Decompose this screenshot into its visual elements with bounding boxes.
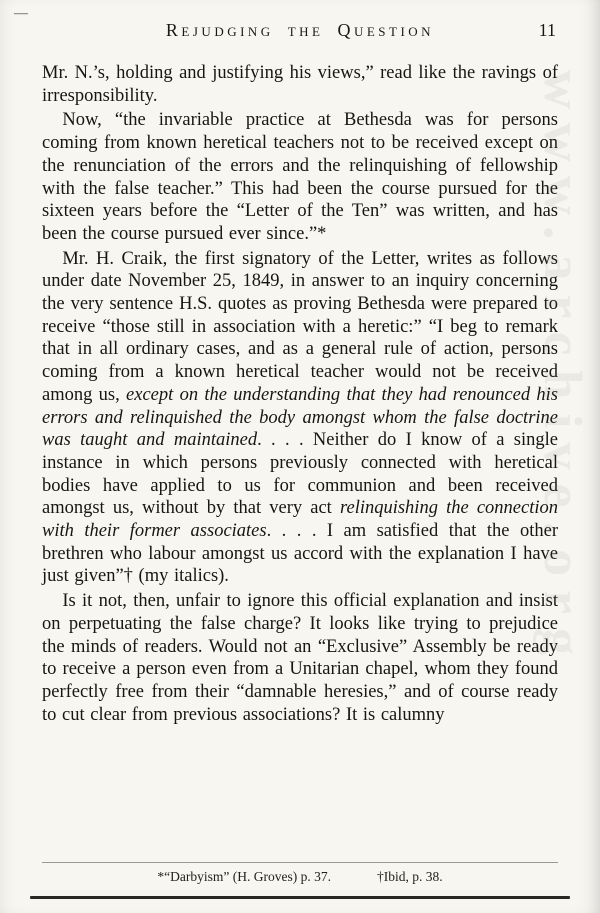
watermark: www.archive.org (533, 70, 593, 669)
footnote-separator (42, 862, 558, 863)
paragraph-2: Now, “the invariable practice at Bethesda was for persons coming from known heretical teachers not to be received except on the renunciation of the errors and the relinquishing of fellowship with the false teacher.” This had been the course pursued for the sixteen years before the “Letter of the Ten” was written, and has been the course pursued ever since.”* (42, 110, 558, 244)
footnote-right: †Ibid, p. 38. (376, 869, 443, 884)
footnotes (42, 869, 558, 885)
page-number: 11 (538, 20, 556, 40)
paragraph-4: Is it not, then, unfair to ignore this official explanation and insist on perpetuating the false charge? It looks like trying to prejudice the minds of readers. Would not an “Exclusive” Assembly be ready to receive a person even from a Unitarian chapel, whom they found perfectly free from their “damnable heresies,” and of course ready to cut clear from previous associations? It is calumny (42, 591, 558, 725)
footnote-left: *“Darbyism” (H. Groves) p. 37. (157, 869, 331, 884)
page-title: Rejudging the Question (165, 20, 435, 40)
paragraph-3: Mr. H. Craik, the first signatory of the Letter, writes as follows under date November 25, 1849, in answer to an inquiry concerning the very sentence H.S. quotes as proving Bethesda were prepared to receive “those still in association with a heretic:” “I beg to remark that in all ordinary cases, and as a general rule of action, persons coming from a known heretical teacher would not be received among us, except on the understanding that they had renounced his errors and relinquished the body amongst whom the false doctrine was taught and maintained. . . . Neither do I know of a single instance in which persons previously connected with heretical bodies have applied to us for communion and been received amongst us, without by that very act relinquishing the connection with their former associates. . . . I am satisfied that the other brethren who labour amongst us accord with the explanation I have just given”† (my italics). (42, 248, 558, 587)
paragraph-1: Mr. N.’s, holding and justifying his views,” read like the ravings of irresponsibility. (42, 63, 558, 106)
page-header (0, 0, 600, 54)
page-bottom-rule (30, 896, 570, 899)
scan-corner-mark: — (14, 6, 28, 21)
page-body (0, 54, 600, 726)
